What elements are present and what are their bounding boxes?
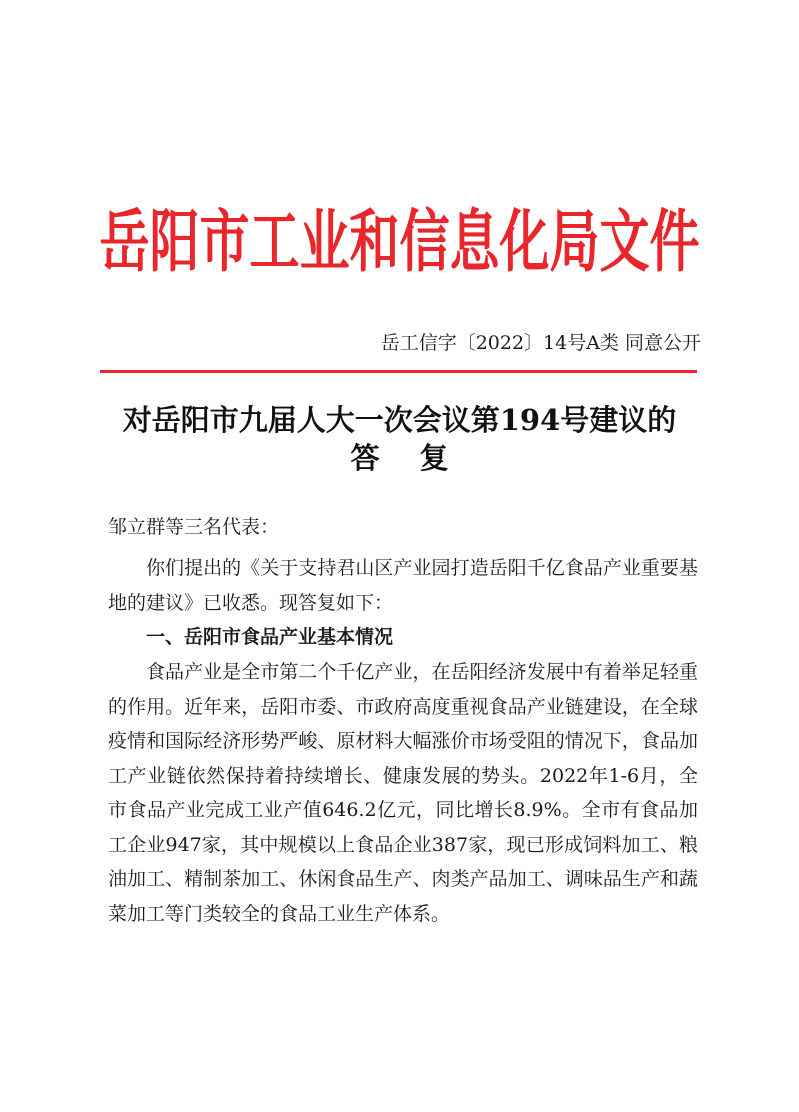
red-divider-line bbox=[100, 370, 697, 373]
document-number: 岳工信字〔2022〕14号A类 同意公开 bbox=[380, 332, 701, 354]
paragraph-intro: 你们提出的《关于支持君山区产业园打造岳阳千亿食品产业重要基地的建议》已收悉。现答复如下： bbox=[108, 557, 698, 614]
issuing-organization-header: 岳阳市工业和信息化局文件 bbox=[99, 202, 700, 282]
salutation: 邹立群等三名代表： bbox=[108, 516, 280, 538]
document-title-line2: 答复 bbox=[350, 441, 489, 475]
paragraph-food-industry: 食品产业是全市第二个千亿产业，在岳阳经济发展中有着举足轻重的作用。近年来，岳阳市委、市政府高度重视食品产业链建设，在全球疫情和国际经济形势严峻、原材料大幅涨价市场受阻的情况下，食品加工产业链依然保持着持续增长、健康发展的势头。2022年1-6月，全市食品产业完成工业产值646.2亿元，同比增长8.9%。全市有食品加工企业947家，其中规模以上食品企业387家，现已形成饲料加工、粮油加工、精制茶加工、休闲食品生产、肉类产品加工、调味品生产和蔬菜加工等门类较全的食品工业生产体系。 bbox=[108, 661, 698, 925]
document-title-line1: 对岳阳市九届人大一次会议第194号建议的 bbox=[122, 403, 677, 437]
section-heading-1: 一、岳阳市食品产业基本情况 bbox=[146, 626, 394, 648]
